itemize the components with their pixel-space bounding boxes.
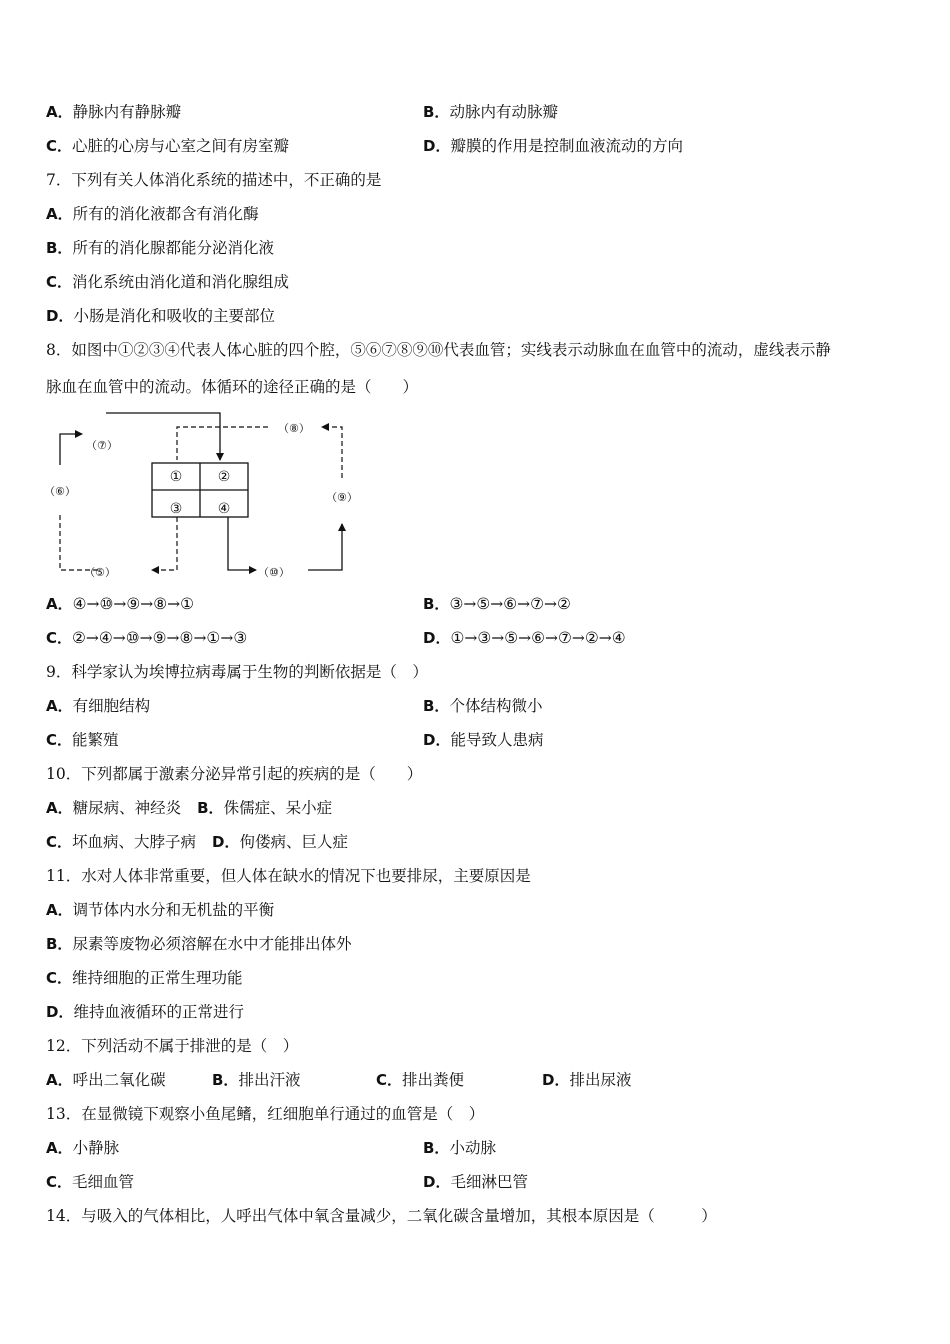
q9-stem: 9．科学家认为埃博拉病毒属于生物的判断依据是（ ） <box>46 663 428 681</box>
q8-option-row-ab <box>46 594 571 614</box>
option-text: 维持细胞的正常生理功能 <box>72 969 243 987</box>
q9-option-row-ab <box>46 696 543 716</box>
option-text: ②→④→⑩→⑨→⑧→①→③ <box>72 629 248 647</box>
option-label: C． <box>46 273 73 291</box>
chamber-4: ④ <box>217 501 231 517</box>
option-label: B． <box>197 799 224 817</box>
option-text: 心脏的心房与心室之间有房室瓣 <box>72 137 290 155</box>
option-text: 消化系统由消化道和消化腺组成 <box>72 273 290 291</box>
option-label: D． <box>46 1003 74 1021</box>
option-text: 能繁殖 <box>72 731 119 749</box>
arrow-5-to-6 <box>60 514 98 570</box>
option-label: B． <box>423 697 450 715</box>
option-label: B． <box>423 595 450 613</box>
option-label: D． <box>542 1071 570 1089</box>
option-label: D． <box>423 731 451 749</box>
option-text: 小肠是消化和吸收的主要部位 <box>73 307 275 325</box>
option-text: 排出尿液 <box>569 1071 632 1089</box>
option-text: 毛细淋巴管 <box>450 1173 528 1191</box>
option-label: C． <box>376 1071 403 1089</box>
q12-option-row <box>46 1070 632 1090</box>
option-label: C． <box>46 1173 73 1191</box>
option-label: C． <box>46 137 73 155</box>
option-label: D． <box>46 307 74 325</box>
option-text: 糖尿病、神经炎 <box>72 799 182 817</box>
chamber-2: ② <box>217 469 231 485</box>
option-text: 维持血液循环的正常进行 <box>73 1003 244 1021</box>
q11-option-a <box>46 900 274 920</box>
q6-option-row-cd <box>46 136 683 156</box>
option-text: 尿素等废物必须溶解在水中才能排出体外 <box>72 935 352 953</box>
vessel-7: （⑦） <box>86 439 118 452</box>
option-text: ③→⑤→⑥→⑦→② <box>449 595 571 613</box>
arrow-6-to-7 <box>60 434 82 465</box>
option-text: 呼出二氧化碳 <box>72 1071 166 1089</box>
q8-option-row-cd <box>46 628 626 648</box>
option-text: 毛细血管 <box>72 1173 135 1191</box>
q6-option-row-ab <box>46 102 558 122</box>
option-label: B． <box>423 1139 450 1157</box>
q14-stem: 14．与吸入的气体相比，人呼出气体中氧含量减少，二氧化碳含量增加，其根本原因是（ ） <box>46 1207 717 1225</box>
option-text: 排出粪便 <box>402 1071 465 1089</box>
option-label: A． <box>46 205 73 223</box>
option-label: D． <box>423 629 451 647</box>
arrow-10-to-9 <box>308 524 342 570</box>
chamber-3: ③ <box>169 501 183 517</box>
option-text: ④→⑩→⑨→⑧→① <box>72 595 195 613</box>
option-text: 瓣膜的作用是控制血液流动的方向 <box>450 137 683 155</box>
option-label: B． <box>212 1071 239 1089</box>
q11-option-c <box>46 968 243 988</box>
option-text: 侏儒症、呆小症 <box>223 799 333 817</box>
q13-stem: 13．在显微镜下观察小鱼尾鳍，红细胞单行通过的血管是（ ） <box>46 1105 485 1123</box>
q7-stem: 7．下列有关人体消化系统的描述中，不正确的是 <box>46 171 382 189</box>
q9-option-row-cd <box>46 730 544 750</box>
q7-option-c <box>46 272 289 292</box>
q7-option-d <box>46 306 275 326</box>
option-label: A． <box>46 901 73 919</box>
option-label: B． <box>46 935 73 953</box>
option-text: 小静脉 <box>72 1139 120 1157</box>
option-label: A． <box>46 799 73 817</box>
arrow-7-to-2 <box>106 413 220 460</box>
option-label: D． <box>423 1173 451 1191</box>
q13-option-row-cd <box>46 1172 528 1192</box>
option-text: 有细胞结构 <box>72 697 151 715</box>
q11-option-d <box>46 1002 244 1022</box>
option-label: C． <box>46 731 73 749</box>
vessel-9: （⑨） <box>326 491 358 504</box>
option-text: 调节体内水分和无机盐的平衡 <box>72 901 275 919</box>
arrow-3-to-5 <box>152 517 177 570</box>
arrow-9-to-8 <box>322 427 342 478</box>
option-label: C． <box>46 629 73 647</box>
vessel-10: （⑩） <box>258 566 290 579</box>
q10-option-row-cd <box>46 832 348 852</box>
option-label: A． <box>46 595 73 613</box>
q8-stem-line2: 脉血在血管中的流动。体循环的途径正确的是（ ） <box>46 378 419 396</box>
q10-option-row-ab <box>46 798 332 818</box>
q11-stem: 11．水对人体非常重要，但人体在缺水的情况下也要排尿，主要原因是 <box>46 867 531 885</box>
option-text: 动脉内有动脉瓣 <box>449 103 558 121</box>
option-text: 坏血病、大脖子病 <box>72 833 197 851</box>
option-label: A． <box>46 697 73 715</box>
q10-stem: 10．下列都属于激素分泌异常引起的疾病的是（ ） <box>46 765 423 783</box>
q7-option-b <box>46 238 274 258</box>
option-label: C． <box>46 833 73 851</box>
option-label: C． <box>46 969 73 987</box>
option-text: 静脉内有静脉瓣 <box>72 103 182 121</box>
option-label: D． <box>212 833 240 851</box>
arrow-4-to-10 <box>228 517 256 570</box>
option-label: B． <box>423 103 450 121</box>
q13-option-row-ab <box>46 1138 496 1158</box>
option-text: 个体结构微小 <box>449 697 543 715</box>
option-text: ①→③→⑤→⑥→⑦→②→④ <box>450 629 626 647</box>
option-label: D． <box>423 137 451 155</box>
vessel-8: （⑧） <box>278 422 310 435</box>
option-text: 小动脉 <box>449 1139 496 1157</box>
option-label: A． <box>46 1139 73 1157</box>
heart-circulation-diagram <box>40 410 370 585</box>
arrow-8-to-1 <box>177 427 268 460</box>
q8-stem-line1: 8．如图中①②③④代表人体心脏的四个腔，⑤⑥⑦⑧⑨⑩代表血管；实线表示动脉血在血管中的流动，虚线表示静 <box>46 341 831 359</box>
chamber-1: ① <box>169 469 183 485</box>
option-text: 排出汗液 <box>238 1071 301 1089</box>
option-label: A． <box>46 1071 73 1089</box>
option-label: B． <box>46 239 73 257</box>
option-text: 所有的消化液都含有消化酶 <box>72 205 259 223</box>
option-label: A． <box>46 103 73 121</box>
option-text: 能导致人患病 <box>450 731 544 749</box>
vessel-5: （⑤） <box>84 566 116 579</box>
q11-option-b <box>46 934 351 954</box>
q7-option-a <box>46 204 259 224</box>
q12-stem: 12．下列活动不属于排泄的是（ ） <box>46 1037 299 1055</box>
option-text: 佝偻病、巨人症 <box>239 833 348 851</box>
option-text: 所有的消化腺都能分泌消化液 <box>72 239 274 257</box>
vessel-6: （⑥） <box>44 485 76 498</box>
